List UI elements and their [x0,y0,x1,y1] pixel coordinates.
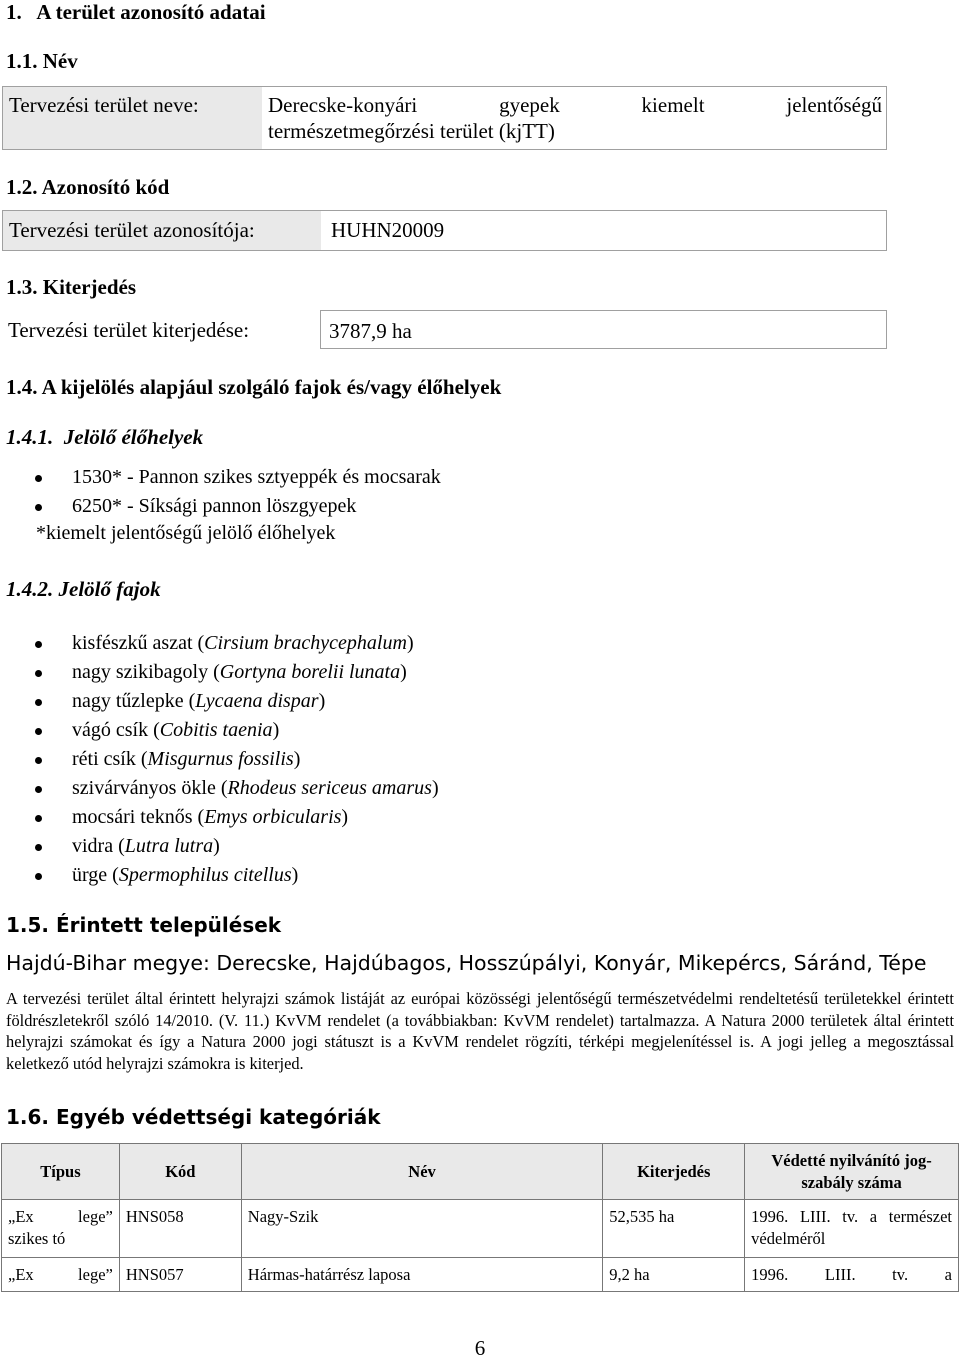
cell-law: 1996. LIII. tv. a [745,1258,959,1292]
bullet-icon [35,815,42,822]
bullet-icon [35,757,42,764]
cell-law: 1996. LIII. tv. a természet védelméről [745,1200,959,1258]
list-item [0,492,441,521]
name-field-label: Tervezési terület neve: [9,93,199,117]
header-law: Védetté nyilvánító jog-szabály száma [745,1144,959,1200]
protection-table [1,1143,959,1292]
species-latin: Gortyna borelii lunata [219,661,401,683]
list-item [0,687,439,716]
table-header-row [2,1144,959,1200]
species-close: ) [272,719,280,741]
species-close: ) [318,690,326,712]
list-item [0,861,439,890]
species-close: ) [341,806,349,828]
habitat-text: 1530* - Pannon szikes sztyeppék és mocsarak [72,466,441,488]
bullet-icon [35,641,42,648]
name-field-label-cell [3,87,262,149]
species-close: ) [213,835,220,857]
section-1-5-title: 1.5. Érintett települések [6,913,282,937]
cell-name: Hármas-határrész laposa [241,1258,603,1292]
id-field-box [2,210,887,251]
species-common: réti csík ( [72,748,148,770]
species-latin: Lycaena dispar [195,690,319,712]
list-item [0,716,439,745]
cell-code: HNS058 [119,1200,241,1258]
bullet-icon [35,873,42,880]
species-close: ) [431,777,439,799]
settlements-text: Hajdú-Bihar megye: Derecske, Hajdúbagos, Hosszúpályi, Konyár, Mikepércs, Sáránd, Tépe [6,951,927,975]
species-latin: Lutra lutra [124,835,214,857]
species-close: ) [406,632,414,654]
species-latin: Spermophilus citellus [118,864,292,886]
section-1-4-2-title: 1.4.2. Jelölő fajok [6,577,161,601]
species-list [0,629,439,890]
cell-type: „Ex lege” szikes tó [2,1200,120,1258]
list-item [0,745,439,774]
list-item [0,629,439,658]
list-item [0,658,439,687]
species-latin: Emys orbicularis [204,806,342,828]
header-type: Típus [2,1144,120,1200]
id-field-label-cell [3,211,321,250]
species-common: kisfészkű aszat ( [72,632,205,654]
cell-extent: 52,535 ha [603,1200,745,1258]
species-latin: Misgurnus fossilis [147,748,294,770]
extent-field-value: 3787,9 ha [329,319,412,343]
cell-type: „Ex lege” [2,1258,120,1292]
parcels-paragraph: A tervezési terület által érintett helyrajzi számok listáját az európai közösségi jelentőségű természetvédelmi rendeltetésű területekkel érintett földrészletekről szóló 14/2010. (V. 11.) KvVM rendelet (a továbbiakban: KvVM rendelet) tartalmazza. A Natura 2000 területek által érintett helyrajzi számokat és így a Natura 2000 jogi státuszt is a KvVM rendelet rögzíti, térképi megjelenítéssel is. A jogi jelleg a megosztással keletkező utód helyrajzi számokra is kiterjed. [6,989,954,1073]
name-field-value-cell [262,87,886,149]
list-item [0,774,439,803]
species-common: ürge ( [72,864,119,886]
species-common: szivárványos ökle ( [72,777,228,799]
cell-name: Nagy-Szik [241,1200,603,1258]
bullet-icon [35,699,42,706]
id-field-label: Tervezési terület azonosítója: [9,218,255,242]
habitat-note: *kiemelt jelentőségű jelölő élőhelyek [36,522,336,544]
species-latin: Cobitis taenia [159,719,273,741]
table-row [2,1200,959,1258]
section-1-title: 1. A terület azonosító adatai [6,0,266,24]
cell-code: HNS057 [119,1258,241,1292]
bullet-icon [35,504,42,511]
habitat-text: 6250* - Síksági pannon löszgyepek [72,495,357,517]
bullet-icon [35,475,42,482]
cell-extent: 9,2 ha [603,1258,745,1292]
species-common: vidra ( [72,835,125,857]
page-number: 6 [474,1336,486,1360]
species-latin: Cirsium brachycephalum [204,632,407,654]
species-close: ) [293,748,301,770]
header-extent: Kiterjedés [603,1144,745,1200]
section-1-3-title: 1.3. Kiterjedés [6,275,137,299]
extent-field-box [320,310,887,349]
species-common: mocsári teknős ( [72,806,205,828]
section-1-2-title: 1.2. Azonosító kód [6,175,170,199]
name-field-value-line1: Derecske-konyári gyepek kiemelt jelentőségű [268,93,882,117]
species-latin: Rhodeus sericeus amarus [227,777,432,799]
name-field-value-line2: természetmegőrzési terület (kjTT) [268,119,555,143]
species-close: ) [291,864,299,886]
header-code: Kód [119,1144,241,1200]
section-1-4-1-title: 1.4.1. Jelölő élőhelyek [6,425,204,449]
habitat-list [0,463,441,521]
table-row [2,1258,959,1292]
bullet-icon [35,786,42,793]
list-item [0,463,441,492]
bullet-icon [35,728,42,735]
species-common: nagy szikibagoly ( [72,661,220,683]
species-common: nagy tűzlepke ( [72,690,196,712]
section-1-1-title: 1.1. Név [6,49,78,73]
id-field-value-cell [321,211,886,250]
species-close: ) [400,661,407,683]
bullet-icon [35,670,42,677]
list-item [0,803,439,832]
name-field-box [2,86,887,150]
id-field-value: HUHN20009 [331,218,445,242]
extent-field-label: Tervezési terület kiterjedése: [8,318,250,342]
list-item [0,832,439,861]
section-1-4-title: 1.4. A kijelölés alapjául szolgáló fajok és/vagy élőhelyek [6,375,502,399]
header-name: Név [241,1144,603,1200]
section-1-6-title: 1.6. Egyéb védettségi kategóriák [6,1105,381,1129]
bullet-icon [35,844,42,851]
species-common: vágó csík ( [72,719,160,741]
